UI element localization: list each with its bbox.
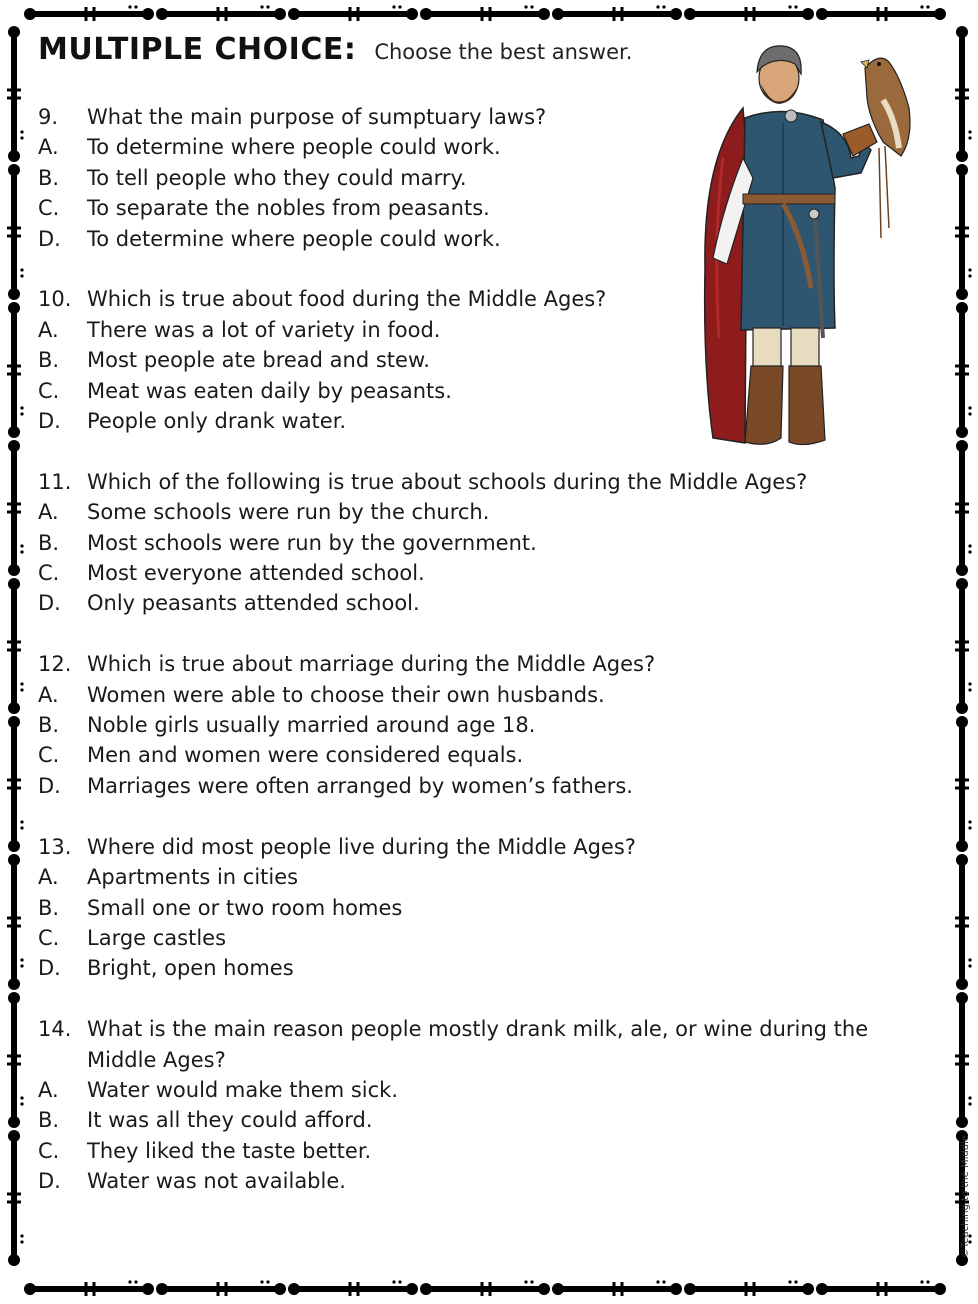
border-segment	[406, 8, 418, 20]
question-text: What the main purpose of sumptuary laws?	[87, 105, 547, 129]
question-10	[38, 284, 908, 436]
answer-option[interactable]	[38, 710, 908, 740]
border-segment	[956, 164, 968, 176]
border-segment	[956, 564, 968, 576]
border-segment	[8, 426, 20, 438]
border-segment	[788, 1280, 791, 1283]
border-segment	[274, 1283, 286, 1295]
border-segment	[968, 826, 971, 829]
question-text: Which is true about food during the Middle Ages?	[87, 287, 607, 312]
option-letter: A.	[38, 135, 59, 160]
border-segment	[956, 426, 968, 438]
border-segment	[420, 1283, 432, 1295]
border-segment	[8, 302, 20, 314]
option-text: Bright, open homes	[87, 956, 294, 981]
border-segment	[968, 964, 971, 967]
option-text: Women were able to choose their own husbands.	[87, 682, 605, 707]
border-segment	[8, 978, 20, 990]
border-segment	[420, 8, 432, 20]
border-segment	[934, 1283, 946, 1295]
border-segment	[794, 1280, 797, 1283]
question-9	[38, 102, 908, 254]
border-segment	[392, 1280, 395, 1283]
option-letter: B.	[38, 348, 60, 373]
border-segment	[8, 440, 20, 452]
option-letter: A.	[38, 500, 59, 525]
option-text: Apartments in cities	[87, 865, 299, 890]
answer-option[interactable]	[38, 588, 908, 618]
border-segment	[956, 302, 968, 314]
border-segment	[134, 5, 137, 8]
border-segment	[788, 5, 791, 8]
option-text: To tell people who they could marry.	[87, 165, 467, 190]
answer-option[interactable]	[38, 1136, 908, 1166]
copyright-text: ©Teaching to the Middle	[960, 1134, 971, 1258]
option-text: Water would make them sick.	[87, 1077, 399, 1102]
option-text: It was all they could afford.	[87, 1108, 373, 1133]
instructions-text: Choose the best answer.	[374, 40, 633, 64]
border-segment	[8, 1254, 20, 1266]
border-segment	[20, 130, 23, 133]
option-text: Only peasants attended school.	[87, 591, 420, 616]
question-number: 9.	[38, 105, 59, 129]
border-segment	[956, 26, 968, 38]
option-letter: C.	[38, 1138, 60, 1163]
question-text: What is the main reason people mostly drank milk, ale, or wine during the Middle Ages?	[87, 1017, 869, 1072]
border-segment	[956, 854, 968, 866]
border-segment	[968, 958, 971, 961]
border-segment	[530, 5, 533, 8]
border-segment	[128, 5, 131, 8]
option-text: Meat was eaten daily by peasants.	[87, 378, 452, 403]
option-text: To determine where people could work.	[87, 226, 501, 251]
border-segment	[8, 1130, 20, 1142]
option-letter: A.	[38, 682, 59, 707]
border-segment	[20, 1102, 23, 1105]
border-segment	[8, 150, 20, 162]
option-letter: D.	[38, 226, 61, 251]
border-segment	[968, 544, 971, 547]
border-segment	[956, 578, 968, 590]
border-segment	[266, 1280, 269, 1283]
border-segment	[684, 8, 696, 20]
border-segment	[968, 1096, 971, 1099]
option-text: Most people ate bread and stew.	[87, 348, 430, 373]
border-segment	[20, 688, 23, 691]
border-segment	[956, 150, 968, 162]
border-segment	[968, 550, 971, 553]
border-segment	[956, 716, 968, 728]
border-segment	[20, 136, 23, 139]
question-12	[38, 649, 908, 801]
option-letter: C.	[38, 196, 60, 221]
border-segment	[142, 8, 154, 20]
border-segment	[794, 5, 797, 8]
border-segment	[552, 1283, 564, 1295]
border-segment	[8, 288, 20, 300]
border-segment	[8, 992, 20, 1004]
option-text: To determine where people could work.	[87, 135, 501, 160]
option-letter: B.	[38, 895, 60, 920]
border-segment	[968, 130, 971, 133]
border-segment	[656, 5, 659, 8]
border-segment	[956, 288, 968, 300]
border-segment	[20, 1240, 23, 1243]
option-text: Noble girls usually married around age 18.	[87, 713, 536, 738]
border-segment	[8, 702, 20, 714]
border-segment	[956, 1116, 968, 1128]
border-segment	[968, 412, 971, 415]
border-segment	[20, 682, 23, 685]
border-segment	[260, 1280, 263, 1283]
question-number: 14.	[38, 1017, 72, 1042]
border-segment	[934, 8, 946, 20]
border-segment	[670, 1283, 682, 1295]
section-title: MULTIPLE CHOICE:	[38, 32, 357, 67]
border-segment	[956, 992, 968, 1004]
question-text: Where did most people live during the Middle Ages?	[87, 834, 636, 859]
question-stem	[38, 649, 908, 679]
border-segment	[398, 1280, 401, 1283]
border-segment	[524, 5, 527, 8]
border-segment	[392, 5, 395, 8]
option-text: People only drank water.	[87, 409, 347, 434]
border-segment	[956, 440, 968, 452]
answer-option[interactable]	[38, 345, 908, 375]
border-segment	[156, 8, 168, 20]
border-segment	[802, 8, 814, 20]
border-segment	[662, 5, 665, 8]
border-segment	[24, 1283, 36, 1295]
border-segment	[8, 716, 20, 728]
question-text: Which is true about marriage during the Middle Ages?	[87, 652, 656, 677]
border-segment	[670, 8, 682, 20]
option-text: They liked the taste better.	[87, 1138, 372, 1163]
question-number: 11.	[38, 469, 72, 494]
worksheet-header	[38, 32, 632, 72]
question-stem	[38, 832, 908, 862]
border-segment	[20, 274, 23, 277]
question-number: 10.	[38, 287, 72, 312]
border-segment	[20, 826, 23, 829]
border-segment	[956, 978, 968, 990]
border-segment	[260, 5, 263, 8]
border-segment	[20, 550, 23, 553]
border-segment	[968, 688, 971, 691]
answer-option[interactable]	[38, 953, 908, 983]
option-text: Most everyone attended school.	[87, 561, 425, 586]
border-segment	[530, 1280, 533, 1283]
option-text: Marriages were often arranged by women’s fathers.	[87, 773, 633, 798]
border-segment	[20, 958, 23, 961]
option-letter: B.	[38, 165, 60, 190]
border-segment	[538, 1283, 550, 1295]
option-letter: B.	[38, 713, 60, 738]
border-segment	[662, 1280, 665, 1283]
border-segment	[968, 268, 971, 271]
border-segment	[20, 820, 23, 823]
question-stem	[38, 102, 908, 132]
option-letter: C.	[38, 378, 60, 403]
option-letter: A.	[38, 317, 59, 342]
answer-option[interactable]	[38, 193, 908, 223]
border-segment	[920, 1280, 923, 1283]
border-segment	[538, 8, 550, 20]
border-segment	[406, 1283, 418, 1295]
option-text: To separate the nobles from peasants.	[87, 196, 490, 221]
option-text: Small one or two room homes	[87, 895, 403, 920]
border-segment	[956, 840, 968, 852]
answer-option[interactable]	[38, 163, 908, 193]
border-segment	[8, 854, 20, 866]
border-segment	[8, 564, 20, 576]
question-stem	[38, 284, 908, 314]
answer-option[interactable]	[38, 528, 908, 558]
border-segment	[920, 5, 923, 8]
option-letter: C.	[38, 743, 60, 768]
option-letter: D.	[38, 591, 61, 616]
questions-list	[38, 102, 908, 1227]
border-segment	[8, 578, 20, 590]
option-text: Men and women were considered equals.	[87, 743, 524, 768]
answer-option[interactable]	[38, 376, 908, 406]
option-letter: B.	[38, 1108, 60, 1133]
border-segment	[926, 5, 929, 8]
question-stem	[38, 1014, 908, 1075]
border-segment	[288, 1283, 300, 1295]
option-letter: C.	[38, 925, 60, 950]
border-segment	[8, 164, 20, 176]
border-segment	[20, 406, 23, 409]
border-segment	[524, 1280, 527, 1283]
border-segment	[142, 1283, 154, 1295]
border-segment	[20, 412, 23, 415]
question-stem	[38, 467, 908, 497]
border-segment	[968, 274, 971, 277]
border-segment	[656, 1280, 659, 1283]
option-letter: C.	[38, 561, 60, 586]
answer-option[interactable]	[38, 1105, 908, 1135]
question-number: 13.	[38, 834, 72, 859]
answer-option[interactable]	[38, 406, 908, 436]
border-segment	[8, 1116, 20, 1128]
option-text: Most schools were run by the government.	[87, 530, 537, 555]
border-segment	[552, 8, 564, 20]
option-letter: A.	[38, 865, 59, 890]
border-segment	[968, 820, 971, 823]
option-letter: D.	[38, 409, 61, 434]
question-13	[38, 832, 908, 984]
border-segment	[20, 268, 23, 271]
border-segment	[968, 406, 971, 409]
border-segment	[968, 1102, 971, 1105]
answer-option[interactable]	[38, 1166, 908, 1196]
option-letter: D.	[38, 1169, 61, 1194]
answer-option[interactable]	[38, 558, 908, 588]
option-text: Large castles	[87, 925, 227, 950]
border-segment	[266, 5, 269, 8]
answer-option[interactable]	[38, 923, 908, 953]
border-segment	[156, 1283, 168, 1295]
border-segment	[816, 8, 828, 20]
option-letter: D.	[38, 956, 61, 981]
option-letter: D.	[38, 773, 61, 798]
border-segment	[20, 964, 23, 967]
option-letter: B.	[38, 530, 60, 555]
answer-option[interactable]	[38, 224, 908, 254]
option-text: Water was not available.	[87, 1169, 346, 1194]
question-text: Which of the following is true about schools during the Middle Ages?	[87, 469, 808, 494]
border-segment	[134, 1280, 137, 1283]
answer-option[interactable]	[38, 740, 908, 770]
border-segment	[20, 1096, 23, 1099]
answer-option[interactable]	[38, 771, 908, 801]
border-segment	[926, 1280, 929, 1283]
answer-option[interactable]	[38, 315, 908, 345]
border-segment	[20, 1234, 23, 1237]
border-segment	[968, 682, 971, 685]
border-segment	[8, 26, 20, 38]
answer-option[interactable]	[38, 497, 908, 527]
border-segment	[816, 1283, 828, 1295]
question-11	[38, 467, 908, 619]
option-letter: A.	[38, 1077, 59, 1102]
answer-option[interactable]	[38, 862, 908, 892]
border-segment	[398, 5, 401, 8]
border-segment	[8, 840, 20, 852]
question-14	[38, 1014, 908, 1196]
answer-option[interactable]	[38, 1075, 908, 1105]
border-segment	[288, 8, 300, 20]
border-segment	[956, 702, 968, 714]
border-segment	[968, 136, 971, 139]
answer-option[interactable]	[38, 680, 908, 710]
border-segment	[128, 1280, 131, 1283]
border-segment	[274, 8, 286, 20]
answer-option[interactable]	[38, 893, 908, 923]
question-number: 12.	[38, 652, 72, 677]
option-text: There was a lot of variety in food.	[87, 317, 441, 342]
border-segment	[802, 1283, 814, 1295]
border-segment	[24, 8, 36, 20]
answer-option[interactable]	[38, 132, 908, 162]
border-segment	[20, 544, 23, 547]
border-segment	[684, 1283, 696, 1295]
option-text: Some schools were run by the church.	[87, 500, 490, 525]
